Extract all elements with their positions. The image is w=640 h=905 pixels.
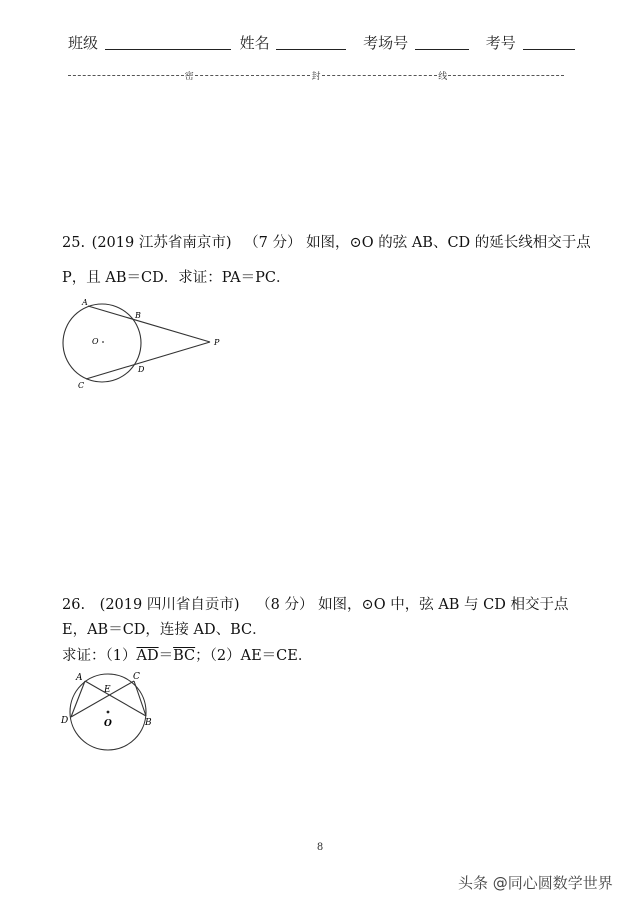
q26-source: (2019 四川省自贡市) — [99, 597, 240, 613]
seal-dash — [68, 75, 184, 76]
q25-text-line2: P，且 AB＝CD．求证：PA＝PC． — [62, 270, 291, 286]
number-field[interactable] — [523, 35, 575, 50]
seal-word-xian: 线 — [438, 71, 448, 82]
q25-line1 — [62, 233, 591, 253]
q26-text-line2: E，AB＝CD，连接 AD、BC． — [62, 622, 267, 638]
q26-number: 26. — [62, 597, 86, 613]
seal-word-feng: 封 — [311, 71, 321, 82]
q26-points: （8 分） — [256, 597, 314, 613]
q26-line1 — [62, 595, 569, 615]
q26-prove-prefix: 求证：（1） — [62, 648, 137, 664]
exam-header — [68, 32, 588, 56]
q25-line-ap — [88, 306, 210, 342]
seal-dash — [195, 75, 311, 76]
seal-dash — [322, 75, 438, 76]
q25-label-d: D — [138, 365, 145, 374]
q26-text-line1: 如图，⊙O 中，弦 AB 与 CD 相交于点 — [318, 597, 569, 613]
q25-label-p: P — [214, 338, 220, 347]
room-field[interactable] — [415, 35, 469, 50]
page-number: 8 — [316, 842, 324, 853]
watermark: 头条 @同心圆数学世界 — [458, 874, 613, 892]
room-label: 考场号 — [363, 34, 409, 52]
q25-points: （7 分） — [244, 235, 302, 251]
q25-circle — [63, 304, 141, 382]
name-label: 姓名 — [239, 34, 270, 52]
q25-line-cp — [86, 342, 210, 379]
seal-dash — [448, 75, 564, 76]
q26-line2 — [62, 620, 267, 640]
q25-label-a: A — [82, 298, 88, 307]
class-label: 班级 — [68, 34, 99, 52]
q26-chord-ab — [85, 681, 146, 716]
q26-label-e: E — [104, 685, 111, 695]
q26-center-dot — [107, 711, 110, 714]
q26-label-a: A — [76, 673, 83, 683]
number-label: 考号 — [485, 34, 516, 52]
q26-line3 — [62, 646, 312, 666]
q26-label-b: B — [145, 718, 152, 728]
q26-arc-ad: $\overline{AD}$ — [136, 648, 159, 664]
q25-center-dot — [102, 341, 104, 343]
q25-label-o: O — [92, 337, 99, 346]
q25-figure — [60, 296, 230, 396]
q25-source: (2019 江苏省南京市) — [91, 235, 232, 251]
q26-prove-suffix: ；（2）AE＝CE． — [195, 648, 313, 664]
q25-number: 25. — [62, 235, 86, 251]
q26-arc-bc: $\overline{BC}$ — [173, 648, 196, 664]
q26-figure — [58, 666, 158, 754]
q25-line2 — [62, 268, 290, 288]
name-field[interactable] — [276, 35, 346, 50]
class-field[interactable] — [105, 35, 231, 50]
q26-label-d: D — [61, 716, 69, 726]
q26-equals: ＝ — [158, 648, 174, 664]
seal-line — [68, 68, 564, 82]
q25-label-b: B — [135, 311, 141, 320]
q26-label-c: C — [133, 672, 140, 682]
q25-label-c: C — [78, 381, 85, 390]
seal-word-mi: 密 — [184, 71, 194, 82]
q25-text-line1: 如图，⊙O 的弦 AB、CD 的延长线相交于点 — [306, 235, 591, 251]
q26-segment-ad — [71, 681, 85, 717]
q26-label-o: O — [104, 719, 112, 729]
